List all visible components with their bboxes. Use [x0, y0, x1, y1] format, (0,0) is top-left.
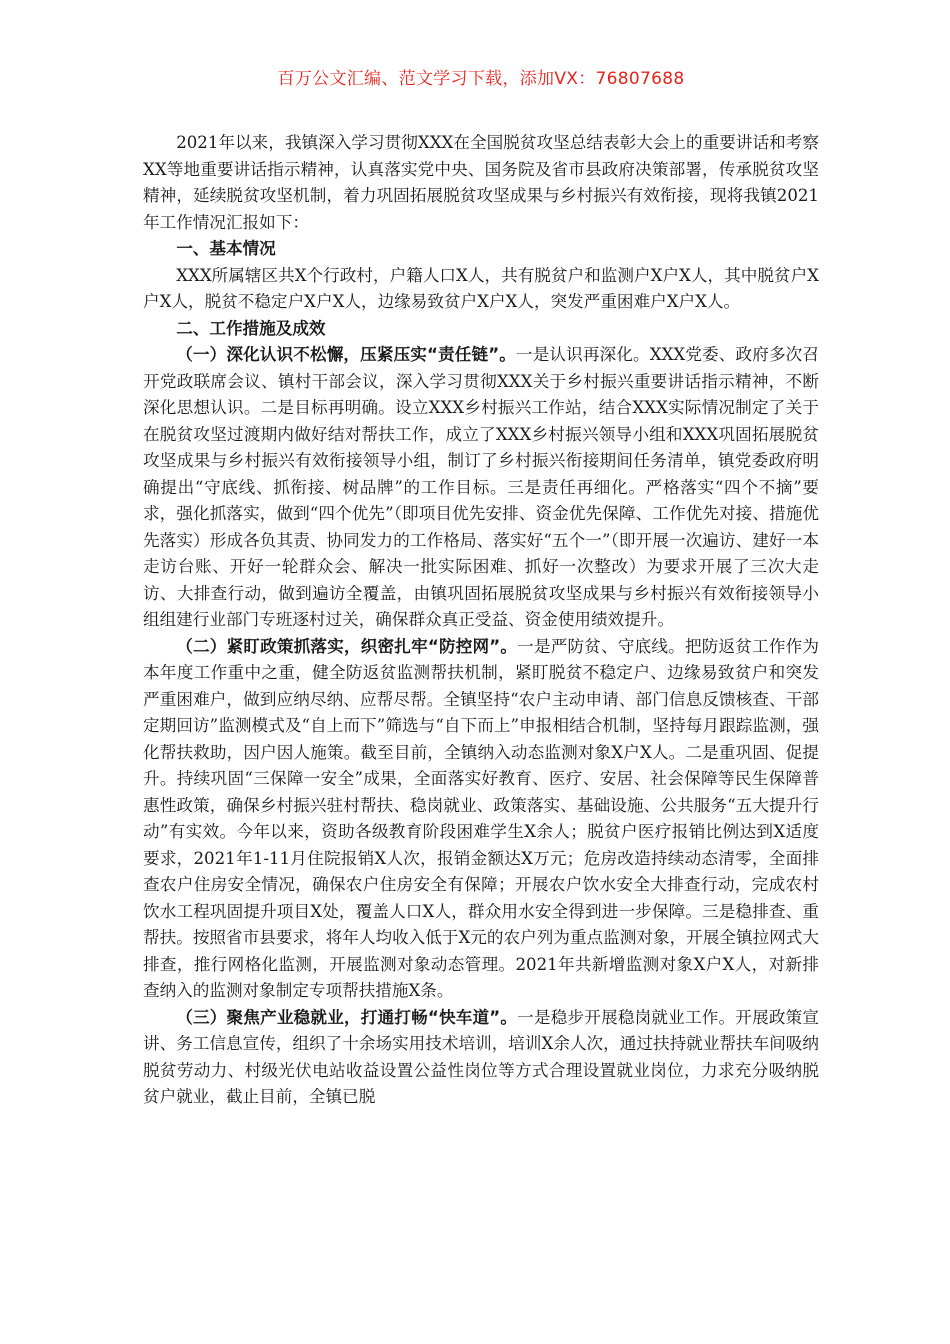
measure-paragraph-1: [143, 342, 819, 634]
download-banner: 百万公文汇编、范文学习下载，添加VX：76807688: [277, 69, 685, 89]
section-heading-basic-info: 一、基本情况: [176, 239, 276, 258]
measure-2-body: 一是严防贫、守底线。把防返贫工作作为本年度工作重中之重，健全防返贫监测帮扶机制，紧盯脱贫不稳定户、边缘易致贫户和突发严重困难户，做到应纳尽纳、应帮尽帮。全镇坚持“农户主动申请、部门信息反馈核查、干部定期回访”监测模式及“自上而下”筛选与“自下而上”申报相结合机制，坚持每月跟踪监测，强化帮扶救助，因户因人施策。截至目前，全镇纳入动态监测对象X户X人。二是重巩固、促提升。持续巩固“三保障一安全”成果，全面落实好教育、医疗、安居、社会保障等民生保障普惠性政策，确保乡村振兴驻村帮扶、稳岗就业、政策落实、基础设施、公共服务“五大提升行动”有实效。今年以来，资助各级教育阶段困难学生X余人；脱贫户医疗报销比例达到X适度要求，2021年1-11月住院报销X人次，报销金额达X万元；危房改造持续动态清零，全面排查农户住房安全情况，确保农户住房安全有保障；开展农户饮水安全大排查行动，完成农村饮水工程巩固提升项目X处，覆盖人口X人，群众用水安全得到进一步保障。三是稳排查、重帮扶。按照省市县要求，将年人均收入低于X元的农户列为重点监测对象，开展全镇拉网式大排查，推行网格化监测，开展监测对象动态管理。2021年共新增监测对象X户X人，对新排查纳入的监测对象制定专项帮扶措施X条。: [143, 636, 820, 1000]
measure-2-lead: （二）紧盯政策抓落实，织密扎牢“防控网”。: [176, 636, 518, 656]
measure-1-body: 一是认识再深化。XXX党委、政府多次召开党政联席会议、镇村干部会议，深入学习贯彻XXX关于乡村振兴重要讲话指示精神，不断深化思想认识。二是目标再明确。设立XXX乡村振兴工作站，结合XXX实际情况制定了关于在脱贫攻坚过渡期内做好结对帮扶工作，成立了XXX乡村振兴领导小组和XXX巩固拓展脱贫攻坚成果与乡村振兴有效衔接领导小组，制订了乡村振兴衔接期间任务清单，镇党委政府明确提出“守底线、抓衔接、树品牌”的工作目标。三是责任再细化。严格落实“四个不摘”要求，强化抓落实，做到“四个优先”（即项目优先安排、资金优先保障、工作优先对接、措施优先落实）形成各负其责、协同发力的工作格局、落实好“五个一”（即开展一次遍访、建好一本走访台账、开好一轮群众会、解决一批实际困难、抓好一次整改）为要求开展了三次大走访、大排查行动，做到遍访全覆盖，由镇巩固拓展脱贫攻坚成果与乡村振兴有效衔接领导小组组建行业部门专班逐村过关，确保群众真正受益、资金使用绩效提升。: [143, 345, 819, 629]
measure-3-body: 一是稳步开展稳岗就业工作。开展政策宣讲、务工信息宣传，组织了十余场实用技术培训，培训X余人次，通过扶持就业帮扶车间吸纳脱贫劳动力、村级光伏电站收益设置公益性岗位等方式合理设置就业岗位，力求充分吸纳脱贫户就业，截止目前，全镇已脱: [143, 1007, 820, 1106]
measure-3-lead: （三）聚焦产业稳就业，打通打畅“快车道”。: [176, 1007, 518, 1027]
intro-paragraph: 2021年以来，我镇深入学习贯彻XXX在全国脱贫攻坚总结表彰大会上的重要讲话和考察XX等地重要讲话指示精神，认真落实党中央、国务院及省市县政府决策部署，传承脱贫攻坚精神，延续脱贫攻坚机制，着力巩固拓展脱贫攻坚成果与乡村振兴有效衔接，现将我镇2021年工作情况汇报如下：: [143, 133, 819, 232]
basic-info-paragraph: XXX所属辖区共X个行政村，户籍人口X人，共有脱贫户和监测户X户X人，其中脱贫户X户X人，脱贫不稳定户X户X人，边缘易致贫户X户X人，突发严重困难户X户X人。: [143, 265, 819, 311]
measure-paragraph-3: [143, 1005, 819, 1111]
measure-paragraph-2: [143, 634, 819, 1005]
section-heading-measures: 二、工作措施及成效: [176, 318, 326, 338]
document-page: [143, 66, 819, 1111]
measure-1-lead: （一）深化认识不松懈，压紧压实“责任链”。: [176, 345, 516, 364]
